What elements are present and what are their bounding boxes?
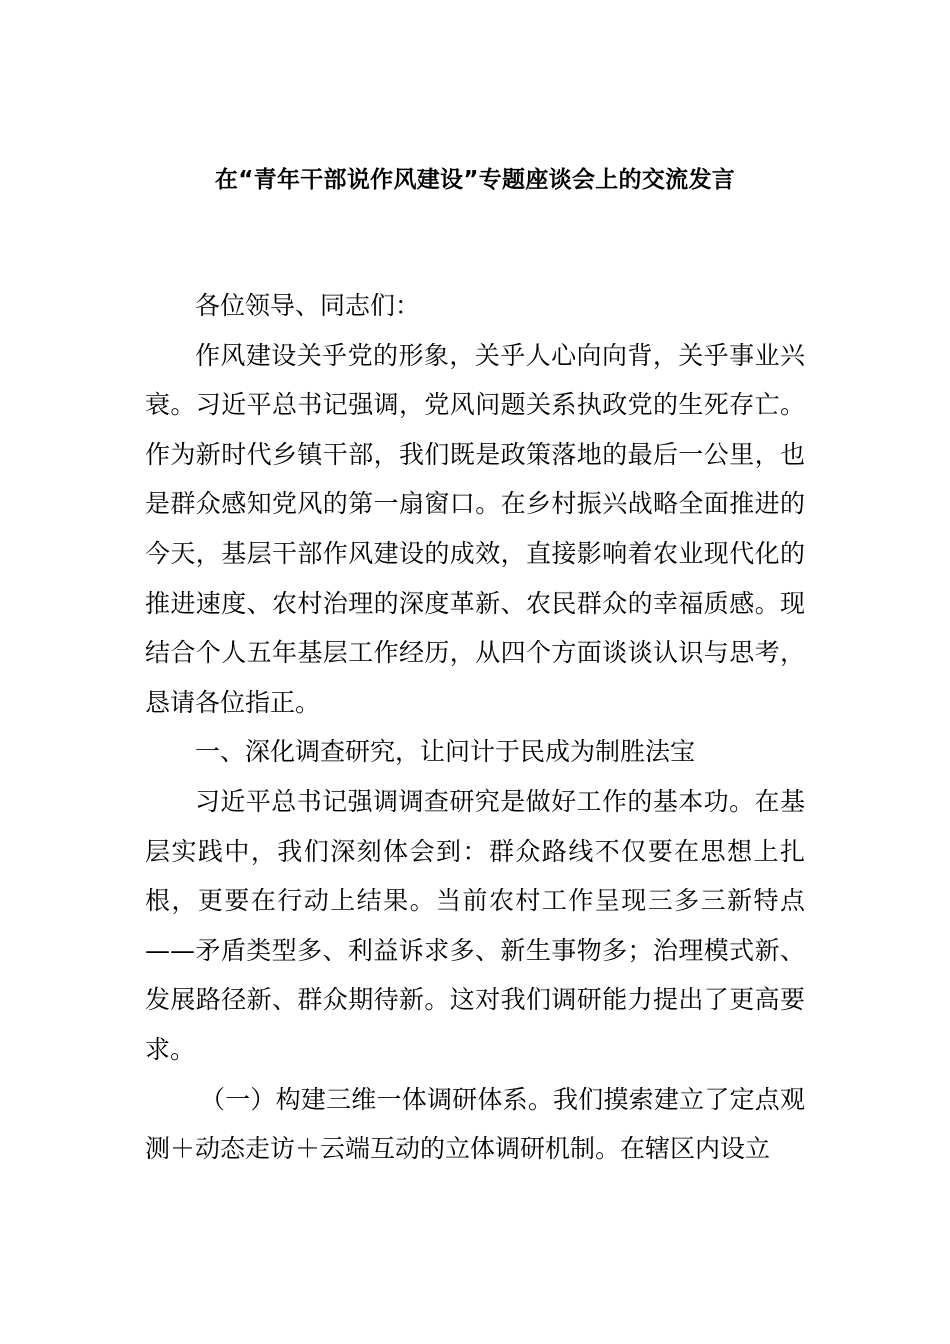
section-heading-1: 一、深化调查研究，让问计于民成为制胜法宝: [195, 737, 696, 767]
document-body: [145, 281, 805, 1174]
intro-paragraph: 作风建设关乎党的形象，关乎人心向向背，关乎事业兴衰。习近平总书记强调，党风问题关系执政党的生死存亡。作为新时代乡镇干部，我们既是政策落地的最后一公里，也是群众感知党风的第一扇窗口。在乡村振兴战略全面推进的今天，基层干部作风建设的成效，直接影响着农业现代化的推进速度、农村治理的深度革新、农民群众的幸福质感。现结合个人五年基层工作经历，从四个方面谈谈认识与思考，恳请各位指正。: [145, 340, 805, 717]
section-1-paragraph: 习近平总书记强调调查研究是做好工作的基本功。在基层实践中，我们深刻体会到：群众路线不仅要在思想上扎根，更要在行动上结果。当前农村工作呈现三多三新特点——矛盾类型多、利益诉求多、新生事物多；治理模式新、发展路径新、群众期待新。这对我们调研能力提出了更高要求。: [145, 786, 805, 1064]
document-title: 在“青年干部说作风建设”专题座谈会上的交流发言: [214, 167, 736, 193]
subsection-1-paragraph: （一）构建三维一体调研体系。我们摸索建立了定点观测＋动态走访＋云端互动的立体调研机制。在辖区内设立: [145, 1084, 805, 1164]
salutation-paragraph: 各位领导、同志们：: [195, 291, 421, 320]
